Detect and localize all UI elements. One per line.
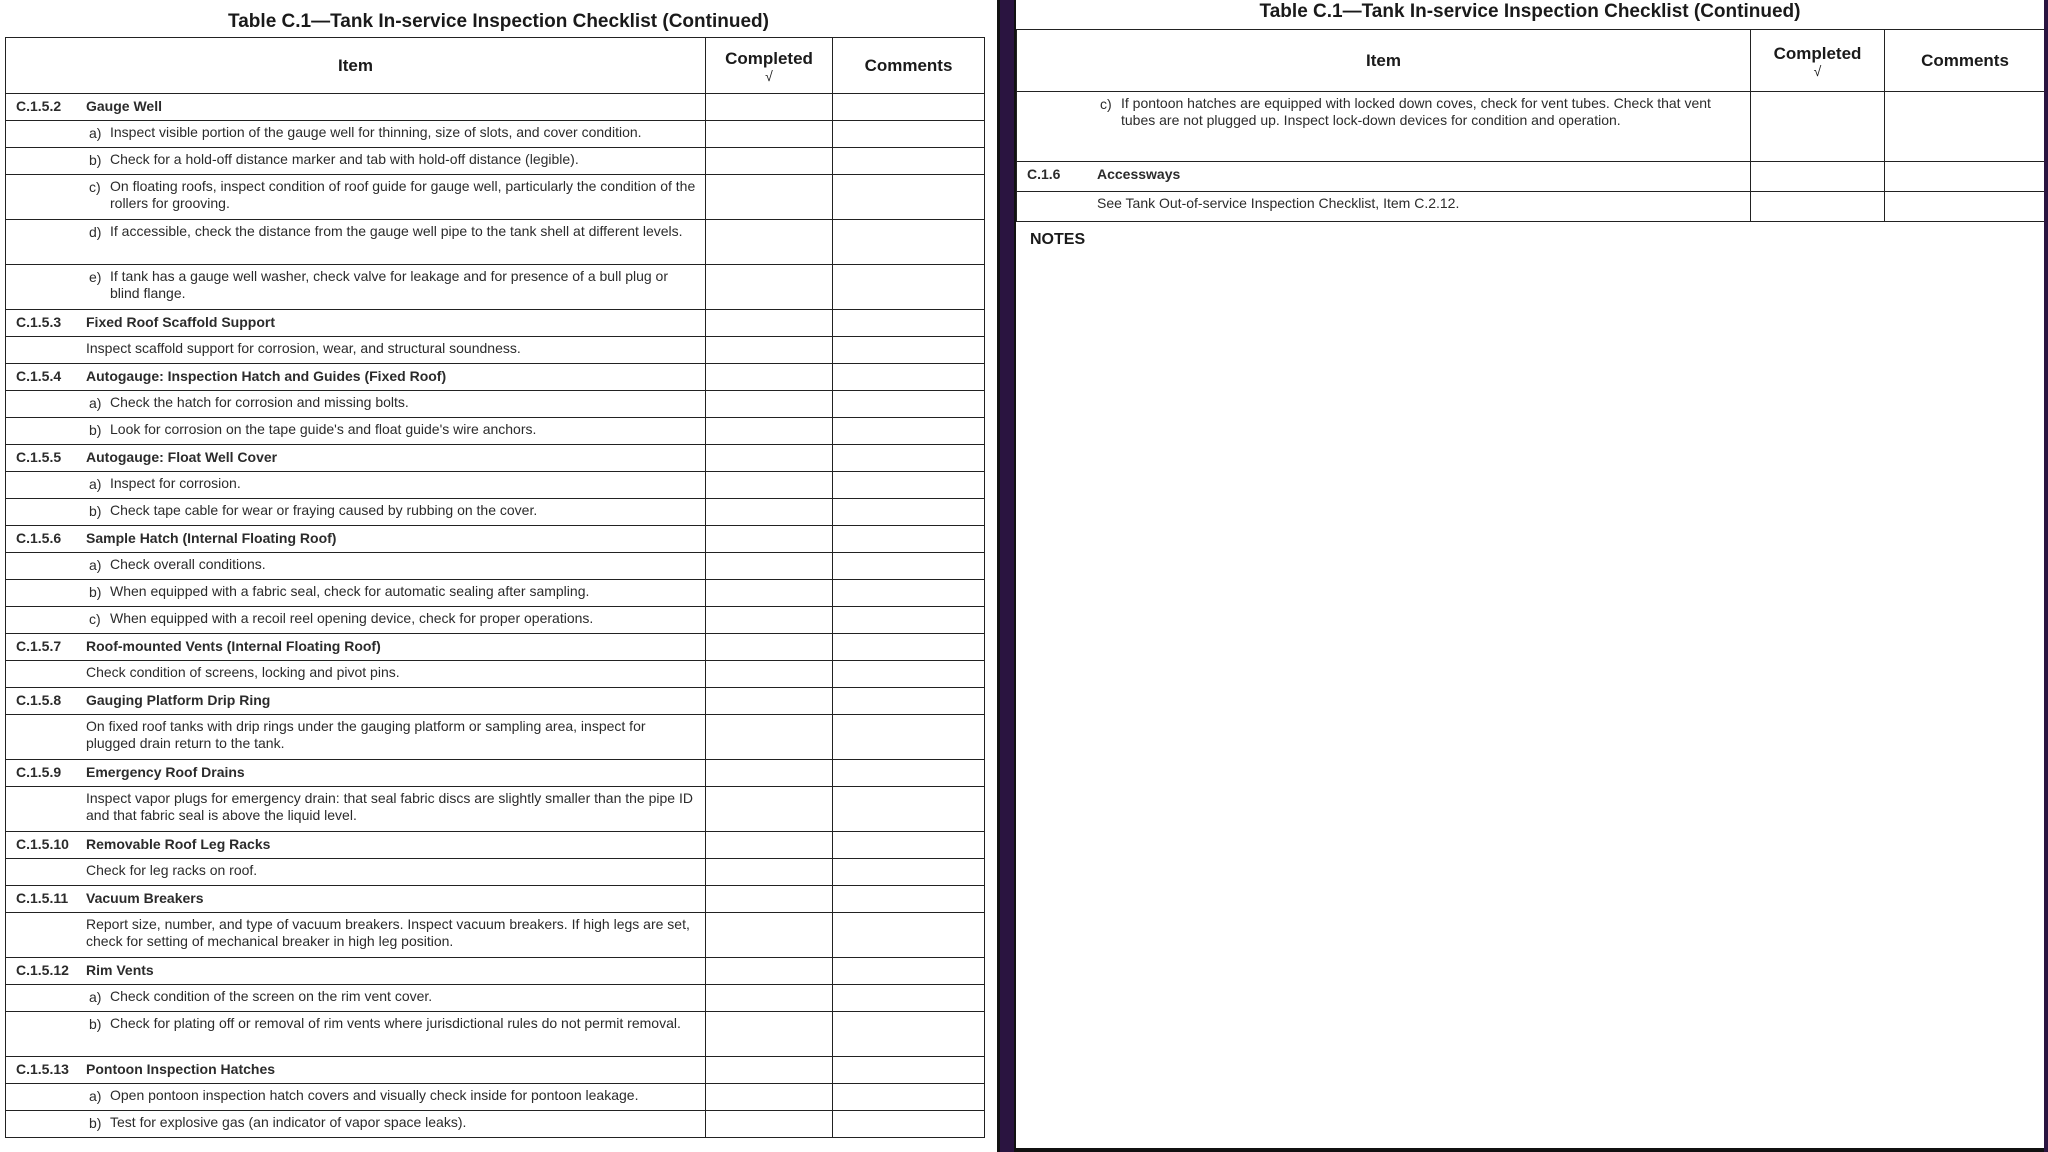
item-text: Open pontoon inspection hatch covers and visually check inside for pontoon leakage. xyxy=(110,1087,639,1103)
item-cell xyxy=(6,886,706,913)
section-title: Roof-mounted Vents (Internal Floating Roof) xyxy=(86,638,381,654)
checklist-item-row xyxy=(6,913,985,958)
section-number: C.1.5.8 xyxy=(16,692,62,708)
header-completed-label: Completed xyxy=(725,49,813,68)
completed-cell[interactable] xyxy=(706,661,833,688)
comments-cell[interactable] xyxy=(833,391,985,418)
comments-cell[interactable] xyxy=(833,148,985,175)
checklist-item-row xyxy=(6,1012,985,1057)
section-title: Pontoon Inspection Hatches xyxy=(86,1061,276,1077)
comments-cell[interactable] xyxy=(833,580,985,607)
item-letter: a) xyxy=(89,395,102,411)
item-text: Inspect scaffold support for corrosion, wear, and structural soundness. xyxy=(6,337,706,364)
comments-cell[interactable] xyxy=(833,499,985,526)
checklist-item-row xyxy=(6,148,985,175)
header-item: Item xyxy=(6,38,706,94)
section-number: C.1.5.7 xyxy=(16,638,62,654)
comments-cell[interactable] xyxy=(833,958,985,985)
comments-cell[interactable] xyxy=(833,337,985,364)
section-row xyxy=(6,760,985,787)
section-row xyxy=(6,445,985,472)
header-item: Item xyxy=(1017,30,1751,92)
comments-cell[interactable] xyxy=(833,787,985,832)
item-cell xyxy=(6,580,706,607)
completed-cell[interactable] xyxy=(706,391,833,418)
item-text: Check condition of screens, locking and pivot pins. xyxy=(6,661,706,688)
section-title: Sample Hatch (Internal Floating Roof) xyxy=(86,530,337,546)
checklist-item-row xyxy=(6,1111,985,1138)
item-cell xyxy=(6,1057,706,1084)
completed-cell[interactable] xyxy=(706,787,833,832)
completed-cell[interactable] xyxy=(706,580,833,607)
item-text: Check overall conditions. xyxy=(110,556,266,572)
section-row xyxy=(6,958,985,985)
section-title: Fixed Roof Scaffold Support xyxy=(86,314,275,330)
item-cell xyxy=(6,958,706,985)
section-number: C.1.5.13 xyxy=(16,1061,69,1077)
comments-cell[interactable] xyxy=(833,1111,985,1138)
checklist-item-row xyxy=(6,337,985,364)
section-number: C.1.5.5 xyxy=(16,449,62,465)
table-body xyxy=(6,94,985,1138)
comments-cell[interactable] xyxy=(833,265,985,310)
comments-cell[interactable] xyxy=(1885,162,2045,192)
item-letter: a) xyxy=(89,557,102,573)
item-cell xyxy=(6,607,706,634)
comments-cell[interactable] xyxy=(1885,92,2045,162)
checklist-item-row xyxy=(6,265,985,310)
item-text: If accessible, check the distance from the gauge well pipe to the tank shell at different levels. xyxy=(110,223,683,239)
completed-cell[interactable] xyxy=(706,94,833,121)
item-text: Check for a hold-off distance marker and tab with hold-off distance (legible). xyxy=(110,151,579,167)
table-header-row xyxy=(1017,30,2045,92)
item-cell xyxy=(6,1111,706,1138)
header-comments: Comments xyxy=(1885,30,2045,92)
header-comments: Comments xyxy=(833,38,985,94)
comments-cell[interactable] xyxy=(833,418,985,445)
completed-cell[interactable] xyxy=(1751,92,1885,162)
completed-cell[interactable] xyxy=(706,265,833,310)
completed-cell[interactable] xyxy=(706,1084,833,1111)
item-cell xyxy=(6,445,706,472)
completed-cell[interactable] xyxy=(706,553,833,580)
section-row xyxy=(6,310,985,337)
item-text: If tank has a gauge well washer, check valve for leakage and for presence of a bull plug or blind flange. xyxy=(110,268,669,301)
item-letter: c) xyxy=(89,179,101,195)
checklist-item-row xyxy=(1017,192,2045,222)
section-title: Gauging Platform Drip Ring xyxy=(86,692,271,708)
item-letter: a) xyxy=(89,125,102,141)
completed-cell[interactable] xyxy=(706,526,833,553)
comments-cell[interactable] xyxy=(833,121,985,148)
section-row xyxy=(6,634,985,661)
item-cell xyxy=(6,418,706,445)
item-text: Check for leg racks on roof. xyxy=(6,859,706,886)
comments-cell[interactable] xyxy=(833,1012,985,1057)
section-row xyxy=(6,886,985,913)
item-text: Look for corrosion on the tape guide's and float guide's wire anchors. xyxy=(110,421,537,437)
item-text: Test for explosive gas (an indicator of vapor space leaks). xyxy=(110,1114,467,1130)
comments-cell[interactable] xyxy=(833,472,985,499)
item-cell xyxy=(6,265,706,310)
comments-cell[interactable] xyxy=(833,607,985,634)
section-number: C.1.5.9 xyxy=(16,764,62,780)
comments-cell[interactable] xyxy=(833,760,985,787)
completed-cell[interactable] xyxy=(706,445,833,472)
completed-cell[interactable] xyxy=(706,634,833,661)
checklist-item-row xyxy=(6,787,985,832)
item-text: Inspect visible portion of the gauge well for thinning, size of slots, and cover condition. xyxy=(110,124,642,140)
section-number: C.1.5.6 xyxy=(16,530,62,546)
item-letter: b) xyxy=(89,1115,102,1131)
item-text: Check for plating off or removal of rim vents where jurisdictional rules do not permit removal. xyxy=(110,1015,681,1031)
item-cell xyxy=(6,553,706,580)
completed-cell[interactable] xyxy=(706,337,833,364)
item-letter: b) xyxy=(89,1016,102,1032)
comments-cell[interactable] xyxy=(833,553,985,580)
comments-cell[interactable] xyxy=(833,688,985,715)
table-title: Table C.1—Tank In-service Inspection Checklist (Continued) xyxy=(1259,1,1801,22)
item-cell xyxy=(6,391,706,418)
item-text: Check the hatch for corrosion and missing bolts. xyxy=(110,394,409,410)
right-page xyxy=(1014,0,2044,1152)
section-number: C.1.5.11 xyxy=(16,890,69,906)
item-cell xyxy=(6,1084,706,1111)
item-letter: b) xyxy=(89,503,102,519)
completed-cell[interactable] xyxy=(706,472,833,499)
checklist-item-row xyxy=(6,391,985,418)
section-title: Accessways xyxy=(1097,166,1181,182)
completed-cell[interactable] xyxy=(1751,192,1885,222)
item-cell xyxy=(6,832,706,859)
item-letter: c) xyxy=(89,611,101,627)
checklist-item-row xyxy=(6,553,985,580)
comments-cell[interactable] xyxy=(833,832,985,859)
completed-cell[interactable] xyxy=(706,148,833,175)
section-row xyxy=(6,1057,985,1084)
item-cell xyxy=(6,472,706,499)
checklist-item-row xyxy=(6,121,985,148)
section-row xyxy=(6,364,985,391)
checklist-table xyxy=(1016,29,2044,222)
item-cell xyxy=(6,499,706,526)
comments-cell[interactable] xyxy=(833,913,985,958)
comments-cell[interactable] xyxy=(833,985,985,1012)
completed-cell[interactable] xyxy=(706,310,833,337)
item-cell xyxy=(6,688,706,715)
item-text: See Tank Out-of-service Inspection Checklist, Item C.2.12. xyxy=(1017,192,1751,222)
item-text: Inspect vapor plugs for emergency drain: that seal fabric discs are slightly smaller than the pipe ID and that fabric seal is above the liquid level. xyxy=(6,787,706,832)
checklist-item-row xyxy=(6,580,985,607)
item-text: When equipped with a recoil reel opening device, check for proper operations. xyxy=(110,610,594,626)
section-title: Autogauge: Float Well Cover xyxy=(86,449,278,465)
checklist-item-row xyxy=(6,220,985,265)
completed-cell[interactable] xyxy=(706,913,833,958)
checklist-item-row xyxy=(6,499,985,526)
item-text: Check condition of the screen on the rim vent cover. xyxy=(110,988,433,1004)
table-body xyxy=(1017,92,2045,222)
comments-cell[interactable] xyxy=(833,526,985,553)
completed-cell[interactable] xyxy=(706,1012,833,1057)
comments-cell[interactable] xyxy=(833,94,985,121)
section-title: Emergency Roof Drains xyxy=(86,764,245,780)
item-letter: b) xyxy=(89,152,102,168)
completed-cell[interactable] xyxy=(706,1057,833,1084)
completed-cell[interactable] xyxy=(706,121,833,148)
table-header-row xyxy=(6,38,985,94)
item-cell xyxy=(6,364,706,391)
comments-cell[interactable] xyxy=(833,715,985,760)
comments-cell[interactable] xyxy=(833,310,985,337)
checklist-table xyxy=(5,37,985,1138)
checklist-item-row xyxy=(6,472,985,499)
completed-cell[interactable] xyxy=(706,220,833,265)
item-cell xyxy=(1017,92,1751,162)
item-cell xyxy=(6,94,706,121)
checkmark-icon: √ xyxy=(765,68,773,84)
header-completed xyxy=(706,38,833,94)
item-letter: b) xyxy=(89,422,102,438)
item-cell xyxy=(6,148,706,175)
header-completed xyxy=(1751,30,1885,92)
completed-cell[interactable] xyxy=(706,1111,833,1138)
completed-cell[interactable] xyxy=(706,715,833,760)
item-cell xyxy=(6,634,706,661)
completed-cell[interactable] xyxy=(706,418,833,445)
completed-cell[interactable] xyxy=(706,607,833,634)
item-cell xyxy=(6,121,706,148)
item-text: Inspect for corrosion. xyxy=(110,475,241,491)
checklist-item-row xyxy=(6,859,985,886)
item-cell xyxy=(6,220,706,265)
checklist-item-row xyxy=(6,1084,985,1111)
section-title: Vacuum Breakers xyxy=(86,890,204,906)
checklist-item-row xyxy=(6,661,985,688)
completed-cell[interactable] xyxy=(706,175,833,220)
item-text: On fixed roof tanks with drip rings under the gauging platform or sampling area, inspect for plugged drain return to the tank. xyxy=(6,715,706,760)
section-number: C.1.5.4 xyxy=(16,368,62,384)
section-row xyxy=(6,832,985,859)
item-letter: c) xyxy=(1100,96,1112,112)
item-cell xyxy=(6,760,706,787)
section-row xyxy=(6,688,985,715)
section-number: C.1.5.10 xyxy=(16,836,69,852)
section-row xyxy=(1017,162,2045,192)
table-title: Table C.1—Tank In-service Inspection Checklist (Continued) xyxy=(228,11,769,32)
completed-cell[interactable] xyxy=(706,364,833,391)
item-cell xyxy=(6,310,706,337)
item-text: On floating roofs, inspect condition of roof guide for gauge well, particularly the condition of the rollers for grooving. xyxy=(110,178,696,211)
section-title: Gauge Well xyxy=(86,98,162,114)
comments-cell[interactable] xyxy=(833,445,985,472)
comments-cell[interactable] xyxy=(833,1084,985,1111)
item-letter: e) xyxy=(89,269,102,285)
checklist-item-row xyxy=(6,175,985,220)
section-number: C.1.6 xyxy=(1027,166,1061,182)
completed-cell[interactable] xyxy=(706,499,833,526)
comments-cell[interactable] xyxy=(1885,192,2045,222)
item-letter: a) xyxy=(89,476,102,492)
comments-cell[interactable] xyxy=(833,634,985,661)
section-title: Removable Roof Leg Racks xyxy=(86,836,271,852)
item-letter: a) xyxy=(89,1088,102,1104)
checklist-item-row xyxy=(6,607,985,634)
item-cell xyxy=(6,175,706,220)
item-text: If pontoon hatches are equipped with locked down coves, check for vent tubes. Check that vent tubes are not plugged up. Inspect lock-down devices for condition and operation. xyxy=(1121,95,1711,128)
completed-cell[interactable] xyxy=(706,958,833,985)
comments-cell[interactable] xyxy=(833,1057,985,1084)
completed-cell[interactable] xyxy=(706,985,833,1012)
completed-cell[interactable] xyxy=(706,832,833,859)
item-cell xyxy=(6,526,706,553)
comments-cell[interactable] xyxy=(833,661,985,688)
header-completed-label: Completed xyxy=(1773,44,1862,63)
checklist-item-row xyxy=(6,715,985,760)
item-letter: b) xyxy=(89,584,102,600)
section-number: C.1.5.3 xyxy=(16,314,62,330)
completed-cell[interactable] xyxy=(706,859,833,886)
item-text: When equipped with a fabric seal, check for automatic sealing after sampling. xyxy=(110,583,590,599)
notes-heading: NOTES xyxy=(1030,231,1086,248)
section-row xyxy=(6,526,985,553)
section-title: Rim Vents xyxy=(86,962,154,978)
item-letter: a) xyxy=(89,989,102,1005)
checklist-item-row xyxy=(6,418,985,445)
checklist-item-row xyxy=(6,985,985,1012)
comments-cell[interactable] xyxy=(833,364,985,391)
section-title: Autogauge: Inspection Hatch and Guides (Fixed Roof) xyxy=(86,368,447,384)
section-number: C.1.5.2 xyxy=(16,98,62,114)
item-text: Check tape cable for wear or fraying caused by rubbing on the cover. xyxy=(110,502,538,518)
comments-cell[interactable] xyxy=(833,859,985,886)
checklist-item-row xyxy=(1017,92,2045,162)
completed-cell[interactable] xyxy=(706,688,833,715)
item-cell xyxy=(1017,162,1751,192)
checkmark-icon: √ xyxy=(1813,63,1822,79)
completed-cell[interactable] xyxy=(1751,162,1885,192)
item-cell xyxy=(6,1012,706,1057)
comments-cell[interactable] xyxy=(833,886,985,913)
item-text: Report size, number, and type of vacuum breakers. Inspect vacuum breakers. If high legs are set, check for setting of mechanical breaker in high leg position. xyxy=(6,913,706,958)
left-page xyxy=(0,0,1000,1152)
section-number: C.1.5.12 xyxy=(16,962,69,978)
completed-cell[interactable] xyxy=(706,760,833,787)
comments-cell[interactable] xyxy=(833,175,985,220)
comments-cell[interactable] xyxy=(833,220,985,265)
completed-cell[interactable] xyxy=(706,886,833,913)
item-cell xyxy=(6,985,706,1012)
section-row xyxy=(6,94,985,121)
item-letter: d) xyxy=(89,224,102,240)
